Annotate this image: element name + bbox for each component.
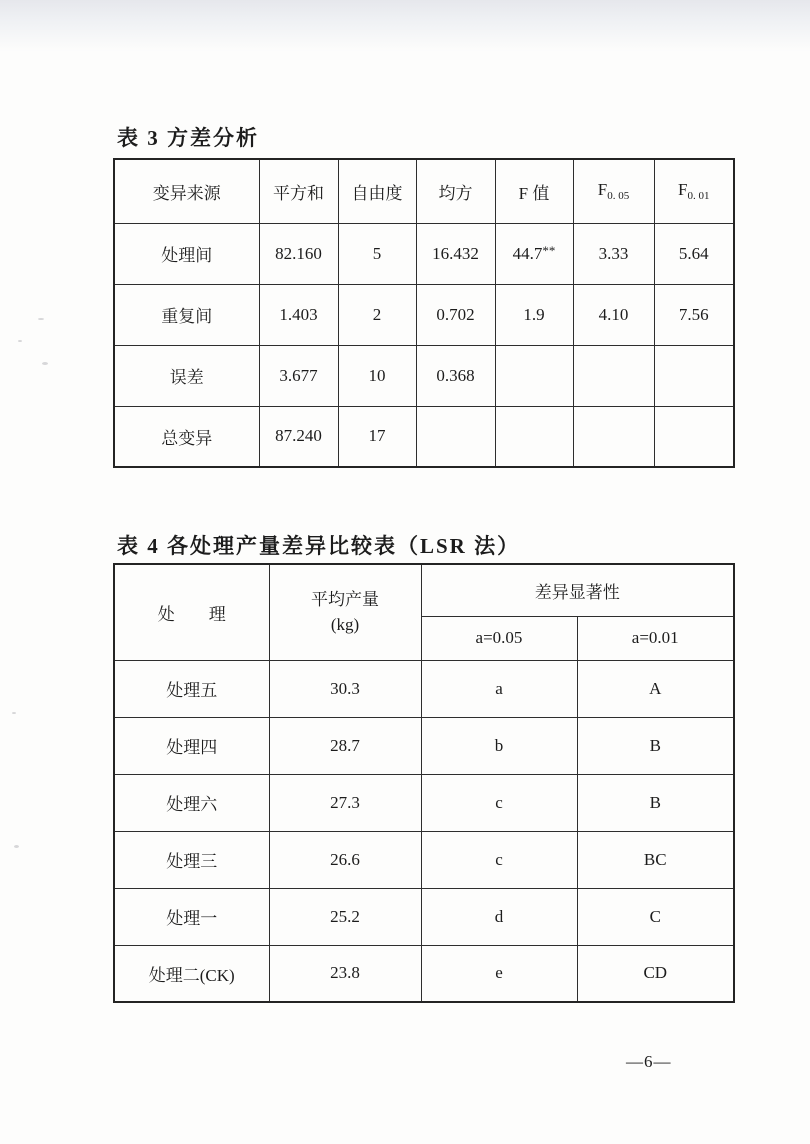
table-row [114,660,734,717]
col-header-alpha-001: a=0.01 [577,616,734,660]
cell-f005 [573,345,654,406]
table-row [114,945,734,1002]
cell-ss: 3.677 [259,345,338,406]
cell-f005: 4.10 [573,284,654,345]
table-row [114,284,734,345]
cell-a001: C [577,888,734,945]
cell-treatment: 处理六 [114,774,269,831]
cell-source: 重复间 [114,284,259,345]
col-header-sum-of-squares: 平方和 [259,159,338,223]
cell-f005: 3.33 [573,223,654,284]
lsr-header-row-1 [114,564,734,616]
page-number: —6— [626,1052,672,1071]
table4-title: 表 4 各处理产量差异比较表（LSR 法） [117,534,521,558]
cell-f [495,406,573,467]
cell-a005: a [421,660,577,717]
cell-ms: 0.702 [416,284,495,345]
cell-f001 [654,345,734,406]
table-row [114,223,734,284]
cell-a005: c [421,774,577,831]
col-header-f001: $F_{0. 01}$ [654,159,734,223]
cell-treatment: 处理五 [114,660,269,717]
cell-ms: 16.432 [416,223,495,284]
cell-a005: d [421,888,577,945]
lsr-comparison-table [113,563,735,1003]
cell-f005 [573,406,654,467]
cell-avg: 25.2 [269,888,421,945]
table-row [114,345,734,406]
table-row [114,717,734,774]
anova-header-row [114,159,734,223]
col-header-avg-yield: 平均产量 (kg) [269,564,421,660]
cell-a001: B [577,717,734,774]
col-header-mean-square: 均方 [416,159,495,223]
cell-avg: 26.6 [269,831,421,888]
cell-ss: 87.240 [259,406,338,467]
anova-table [113,158,735,468]
table-row [114,774,734,831]
table3-title: 表 3 方差分析 [117,126,259,150]
cell-df: 5 [338,223,416,284]
col-header-f-value: F 值 [495,159,573,223]
cell-avg: 28.7 [269,717,421,774]
scan-artifact [42,362,48,365]
col-header-degrees-freedom: 自由度 [338,159,416,223]
cell-a001: CD [577,945,734,1002]
cell-source: 误差 [114,345,259,406]
cell-a001: A [577,660,734,717]
scan-artifact [38,318,44,320]
cell-f001 [654,406,734,467]
cell-a005: e [421,945,577,1002]
cell-f001: 5.64 [654,223,734,284]
cell-ms [416,406,495,467]
cell-a005: b [421,717,577,774]
cell-ss: 82.160 [259,223,338,284]
col-header-alpha-005: a=0.05 [421,616,577,660]
col-header-significance: 差异显著性 [421,564,734,616]
cell-avg: 23.8 [269,945,421,1002]
cell-treatment: 处理一 [114,888,269,945]
col-header-source: 变异来源 [114,159,259,223]
scan-top-shading [0,0,810,52]
col-header-f005: $F_{0. 05}$ [573,159,654,223]
cell-ss: 1.403 [259,284,338,345]
scan-artifact [18,340,22,342]
cell-f001: 7.56 [654,284,734,345]
cell-source: 总变异 [114,406,259,467]
cell-f [495,345,573,406]
cell-treatment: 处理四 [114,717,269,774]
cell-ms: 0.368 [416,345,495,406]
cell-f: 1.9 [495,284,573,345]
cell-treatment: 处理三 [114,831,269,888]
cell-avg: 27.3 [269,774,421,831]
cell-df: 17 [338,406,416,467]
scan-artifact [12,712,16,714]
col-header-treatment: 处 理 [114,564,269,660]
table-row [114,831,734,888]
cell-f: 44.7** [495,223,573,284]
cell-avg: 30.3 [269,660,421,717]
cell-a001: BC [577,831,734,888]
cell-source: 处理间 [114,223,259,284]
cell-a001: B [577,774,734,831]
table-row [114,888,734,945]
cell-treatment: 处理二(CK) [114,945,269,1002]
cell-df: 2 [338,284,416,345]
table-row [114,406,734,467]
cell-a005: c [421,831,577,888]
cell-df: 10 [338,345,416,406]
scan-artifact [14,845,19,848]
